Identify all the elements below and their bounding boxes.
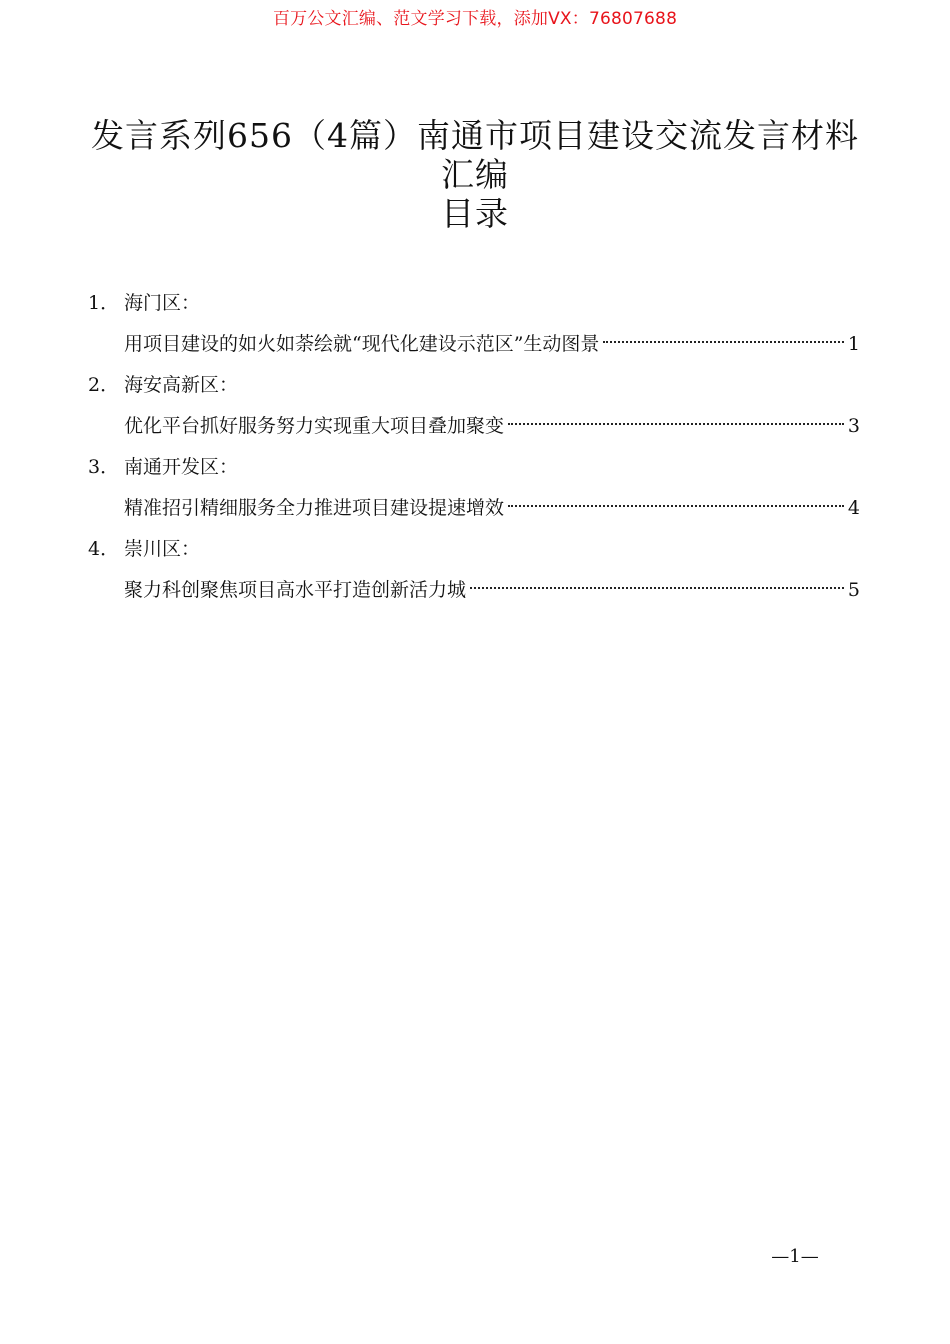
table-of-contents <box>88 286 860 614</box>
toc-entry-page: 4 <box>847 497 860 519</box>
toc-entry-title: 精准招引精细服务全力推进项目建设提速增效 <box>124 497 505 519</box>
toc-leader-dots <box>508 505 844 507</box>
toc-section-label: 南通开发区： <box>124 456 239 478</box>
toc-title: 目录 <box>441 194 509 233</box>
page-number: —1— <box>771 1246 819 1267</box>
toc-leader-dots <box>508 423 844 425</box>
title-line-2: 汇编 <box>441 155 509 194</box>
toc-entry-title: 优化平台抓好服务努力实现重大项目叠加聚变 <box>124 415 505 437</box>
toc-section-number: 1． <box>88 292 120 314</box>
toc-section-number: 3． <box>88 456 120 478</box>
toc-section-number: 4． <box>88 538 120 560</box>
toc-section-heading <box>88 286 860 327</box>
toc-entry-page: 3 <box>847 415 860 437</box>
toc-entry[interactable] <box>88 573 860 614</box>
toc-entry-title: 用项目建设的如火如荼绘就“现代化建设示范区”生动图景 <box>124 333 600 355</box>
toc-entry[interactable] <box>88 327 860 368</box>
toc-section-heading <box>88 368 860 409</box>
toc-leader-dots <box>603 341 843 343</box>
document-title <box>60 116 890 233</box>
toc-section-number: 2． <box>88 374 120 396</box>
toc-section-heading <box>88 532 860 573</box>
toc-section-heading <box>88 450 860 491</box>
toc-entry[interactable] <box>88 491 860 532</box>
toc-entry-page: 5 <box>847 579 860 601</box>
toc-section-label: 海安高新区： <box>124 374 239 396</box>
toc-section-label: 崇川区： <box>124 538 201 560</box>
watermark-banner: 百万公文汇编、范文学习下载，添加VX：76807688 <box>272 9 678 29</box>
toc-entry-page: 1 <box>847 333 860 355</box>
toc-entry-title: 聚力科创聚焦项目高水平打造创新活力城 <box>124 579 467 601</box>
toc-entry[interactable] <box>88 409 860 450</box>
toc-section-label: 海门区： <box>124 292 201 314</box>
toc-leader-dots <box>470 587 844 589</box>
title-line-1: 发言系列656（4篇）南通市项目建设交流发言材料 <box>91 116 859 155</box>
